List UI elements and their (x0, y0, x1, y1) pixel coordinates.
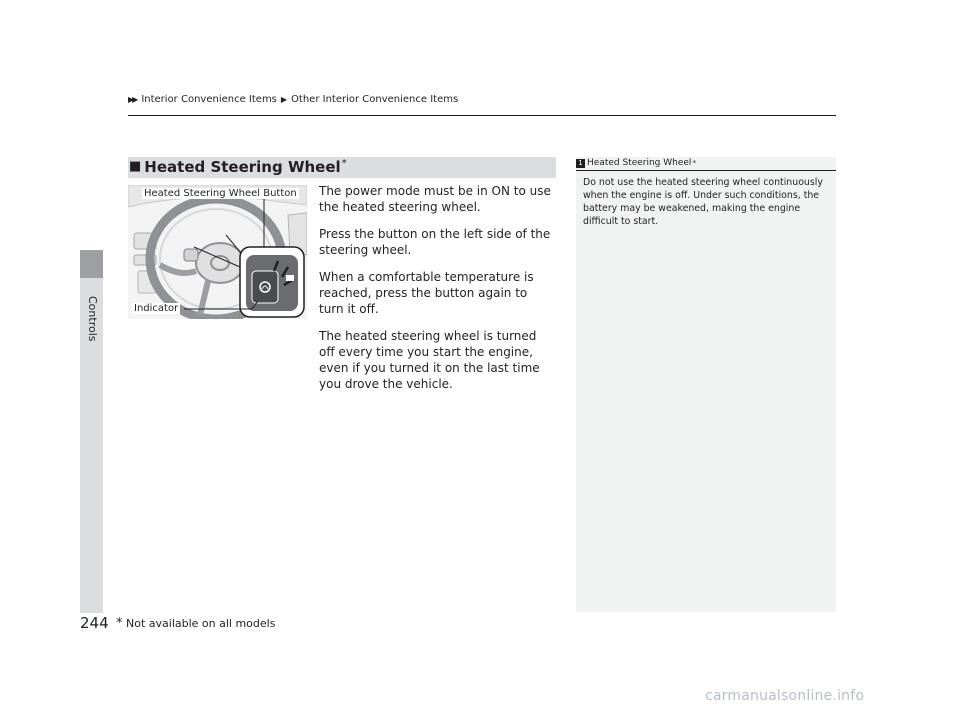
section-title-marker: * (341, 158, 347, 169)
body-text (319, 183, 554, 403)
sidebar-label: Controls (86, 296, 99, 342)
square-bullet-icon: ■ (129, 159, 142, 174)
sidebar-tab (80, 250, 103, 278)
breadcrumb-arrow-icon: ▶▶ (128, 95, 137, 104)
page-number: 244 (80, 614, 109, 632)
callout-indicator: Indicator (134, 303, 179, 314)
header-rule (128, 115, 836, 116)
callout-heated-steering-wheel-button: Heated Steering Wheel Button (144, 188, 297, 199)
breadcrumb-item-1: Interior Convenience Items (141, 94, 277, 105)
footnote (116, 616, 275, 631)
section-title: Heated Steering Wheel (144, 158, 341, 176)
footnote-star: * (116, 616, 123, 631)
body-paragraph-1: The power mode must be in ON to use the heated steering wheel. (319, 184, 551, 214)
note-rule (576, 170, 836, 171)
footnote-text: Not available on all models (126, 617, 276, 630)
watermark: carmanualsonline.info (705, 688, 865, 704)
steering-wheel-icon (128, 185, 307, 319)
note-title-text: Heated Steering Wheel (587, 158, 692, 168)
breadcrumb-item-2: Other Interior Convenience Items (291, 94, 459, 105)
breadcrumb (128, 94, 458, 105)
note-number-badge: 1 (576, 159, 585, 168)
section-heading (129, 158, 347, 176)
note-title (576, 158, 696, 168)
body-paragraph-4: The heated steering wheel is turned off every time you start the engine, even if you turned it on the last time you drove the vehicle. (319, 329, 540, 391)
breadcrumb-separator-icon: ▶ (280, 95, 288, 104)
note-body: Do not use the heated steering wheel continuously when the engine is off. Under such conditions, the battery may be weakened, making the engine difficult to start. (583, 177, 823, 227)
steering-wheel-illustration (128, 185, 307, 319)
note-title-marker: * (692, 159, 696, 167)
body-paragraph-2: Press the button on the left side of the steering wheel. (319, 227, 551, 257)
body-paragraph-3: When a comfortable temperature is reached, press the button again to turn it off. (319, 270, 534, 316)
